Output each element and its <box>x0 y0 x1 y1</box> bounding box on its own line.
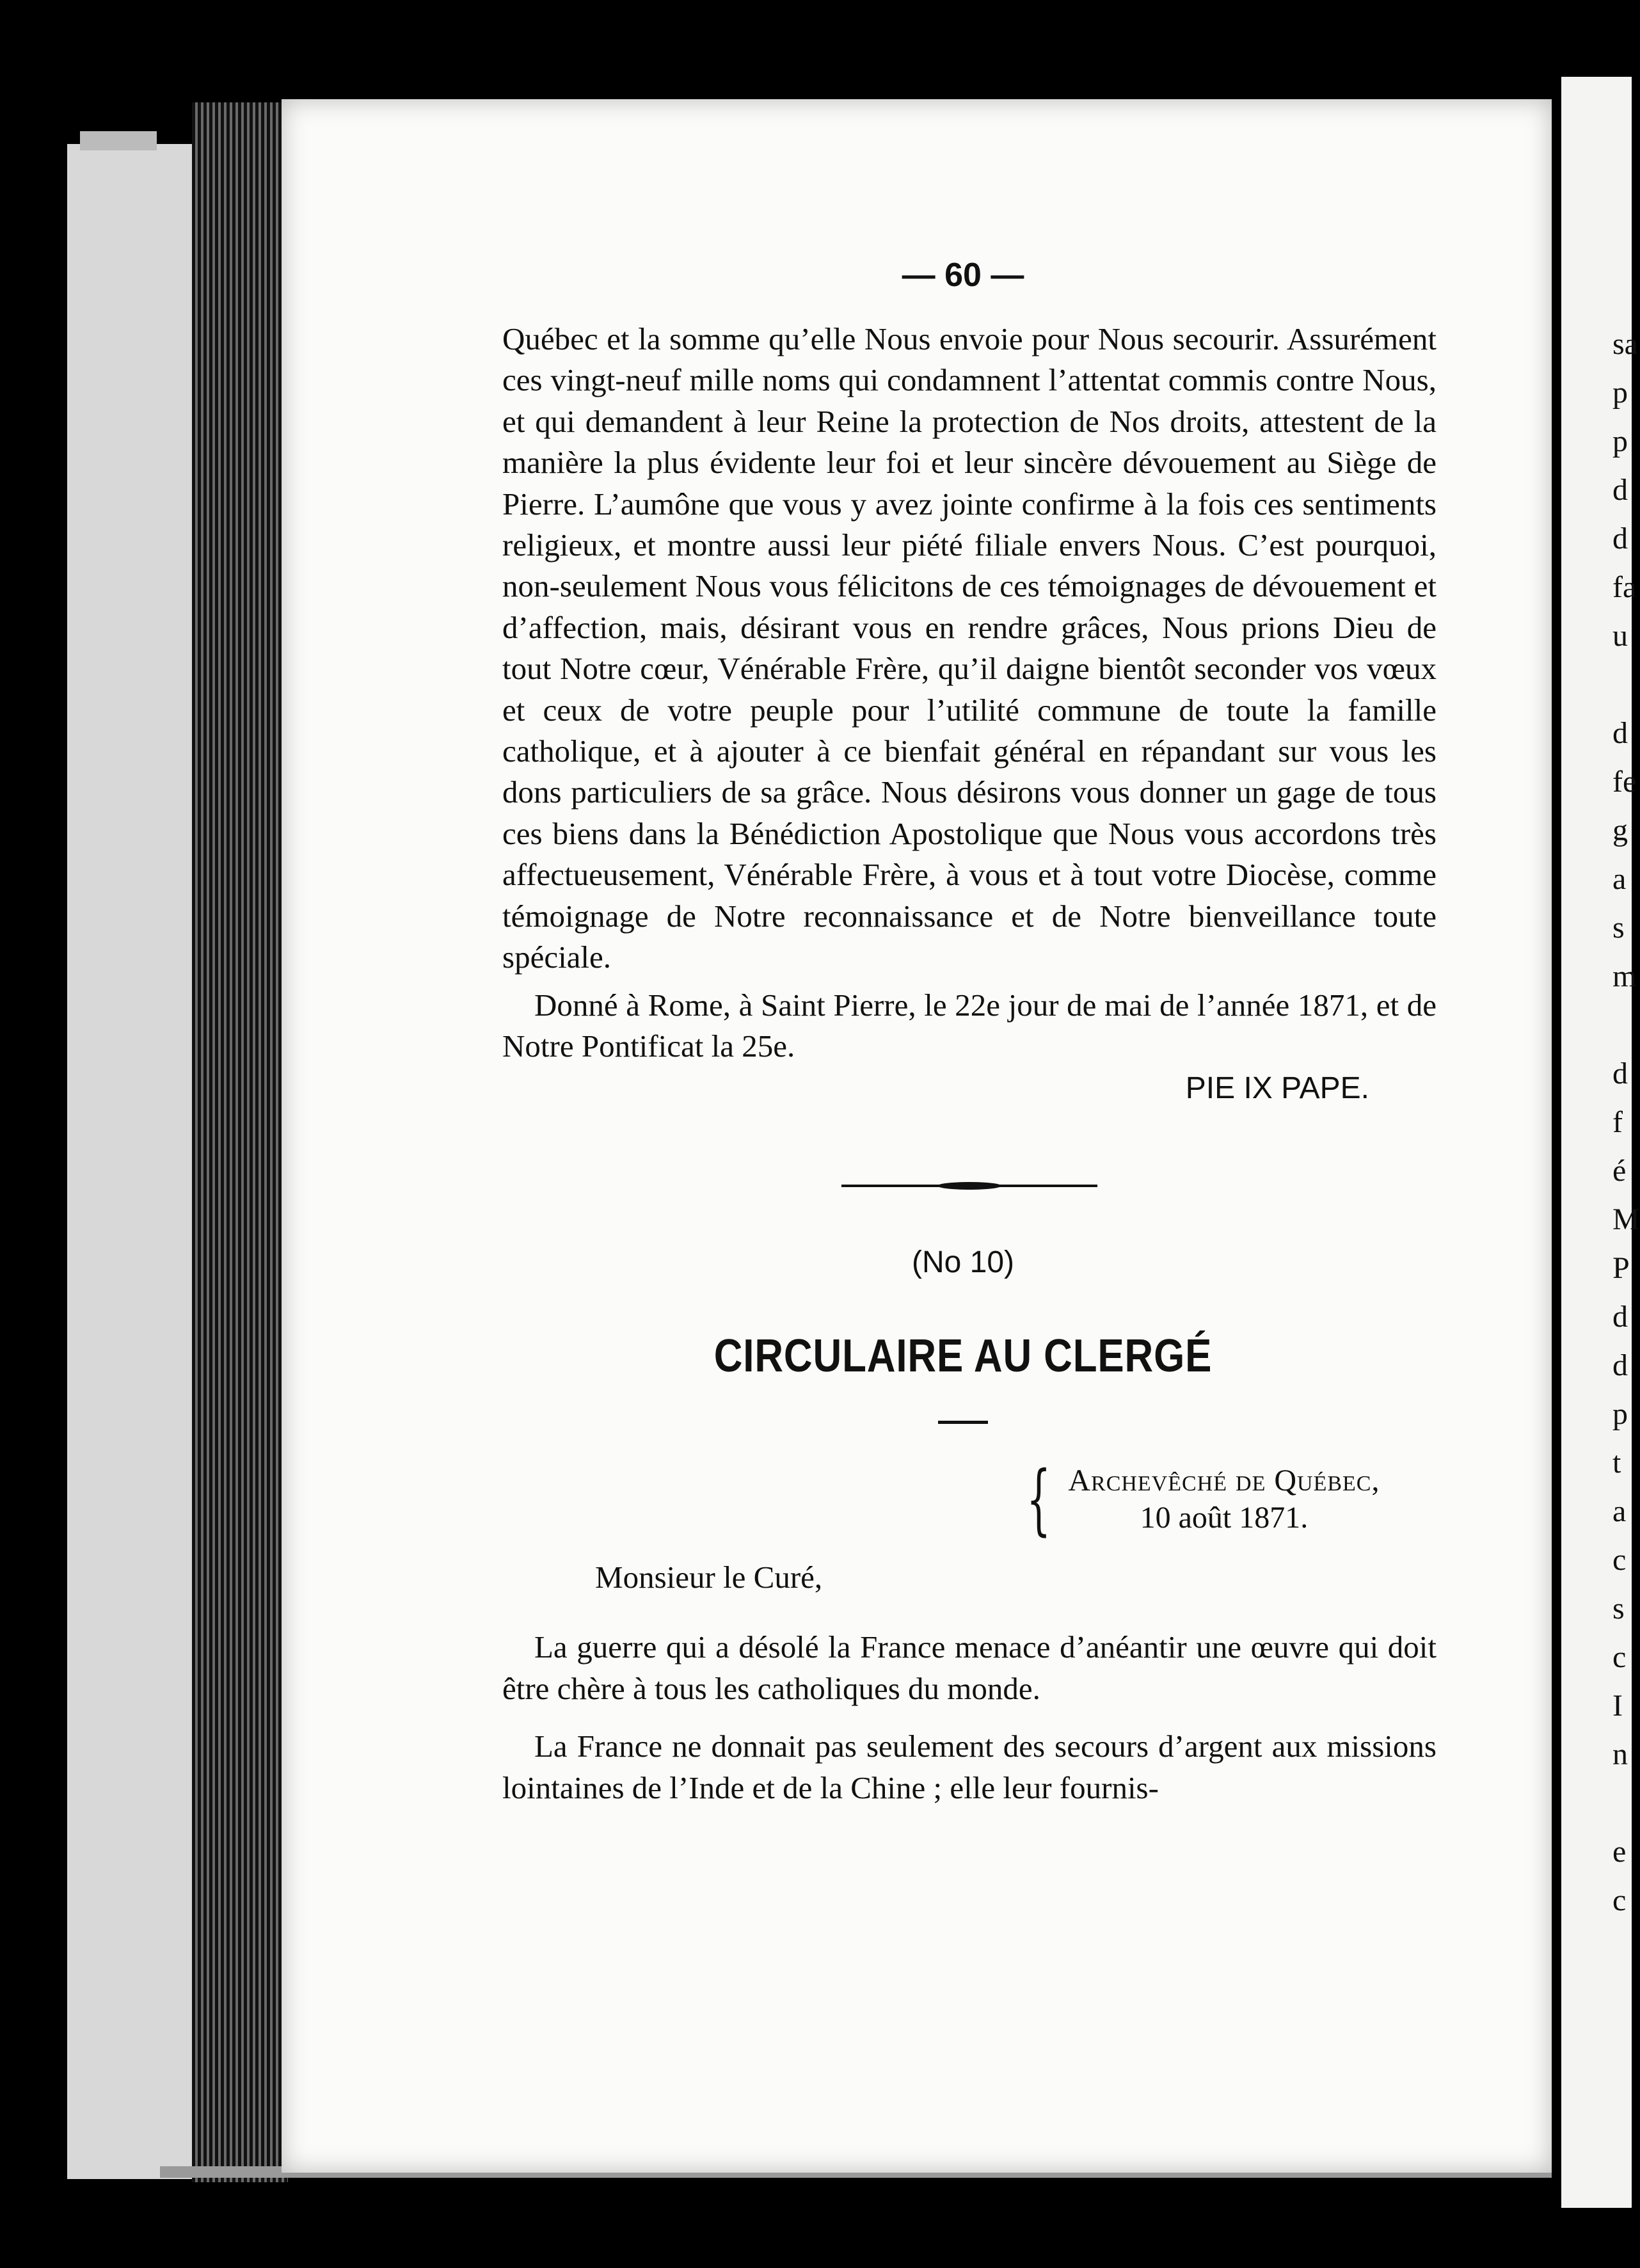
circular-paragraph: La France ne donnait pas seulement des secours d’argent aux missions lointaines de l’Inde et de la Chine ; elle leur fournis- <box>502 1729 1437 1805</box>
facing-page-fragment <box>1612 1001 1638 1050</box>
facing-page-fragment: é <box>1612 1154 1627 1188</box>
facing-page-fragment: e <box>1612 1835 1627 1869</box>
facing-page-fragment <box>1612 1779 1638 1828</box>
dateline-date: 10 août 1871. <box>1140 1501 1309 1535</box>
dateline-place: Archevêché de Québec, <box>1068 1464 1380 1498</box>
facing-page-fragment: p <box>1612 1397 1628 1431</box>
book-page-edges <box>192 102 288 2182</box>
page-content <box>502 256 1437 1809</box>
facing-page-fragment: c <box>1612 1883 1627 1917</box>
facing-page-fragment: a <box>1612 862 1627 896</box>
facing-page-fragment: c <box>1612 1640 1627 1674</box>
salutation: Monsieur le Curé, <box>595 1560 823 1595</box>
facing-page-fragment: s <box>1612 1592 1625 1625</box>
facing-page-fragment: n <box>1612 1737 1628 1771</box>
facing-page-fragment: f <box>1612 1105 1623 1139</box>
facing-page-fragment: M <box>1612 1202 1640 1236</box>
letter-paragraph: Québec et la somme qu’elle Nous envoie pour Nous secourir. Assurément ces vingt-neuf mille noms qui condamnent l’attentat commis contre Nous, et qui demandent à leur Reine la protection de Nos droits, attestent de la manière la plus évidente leur foi et leur sincère dévouement au Siège de Pierre. L’aumône que vous y avez jointe confirme à la fois ces sentiments religieux, et montre aussi leur piété filiale envers Nous. C’est pourquoi, non-seulement Nous vous félicitons de ces témoignages de dévouement et d’affection, mais, désirant vous en rendre grâces, Nous prions Dieu de tout Notre cœur, Vénérable Frère, qu’il daigne bientôt seconder vos vœux et ceux de votre peuple pour l’utilité commune de toute la famille catholique, et à ajouter à ce bienfait général en répandant sur vous les dons particuliers de sa grâce. Nous désirons vous donner un gage de tous ces biens dans la Bénédiction Apostolique que Nous vous accordons très affectueusement, Vénérable Frère, à vous et à tout votre Diocèse, comme témoignage de Notre reconnaissance et de Notre bienveillance toute spéciale. <box>502 321 1437 975</box>
facing-page-fragment: d <box>1612 1057 1628 1090</box>
facing-page-fragment: m <box>1612 959 1637 993</box>
page-number: — 60 — <box>902 257 1024 294</box>
signature: PIE IX PAPE. <box>1185 1071 1369 1106</box>
facing-page-fragment: fa <box>1612 570 1637 604</box>
ornamental-divider <box>841 1179 1097 1192</box>
facing-page-fragment: p <box>1612 376 1628 410</box>
facing-page-text <box>1612 320 1638 1925</box>
facing-page-fragment: a <box>1612 1494 1627 1528</box>
letter-closing-paragraph: Donné à Rome, à Saint Pierre, le 22e jour de mai de l’année 1871, et de Notre Pontificat la 25e. <box>502 987 1437 1064</box>
facing-page-fragment: d <box>1612 1348 1628 1382</box>
book-edge-strip <box>80 131 157 150</box>
facing-page-fragment: u <box>1612 619 1628 653</box>
document-number: (No 10) <box>911 1245 1015 1280</box>
facing-page-fragment: s <box>1612 911 1625 945</box>
circular-paragraph: La guerre qui a désolé la France menace d’anéantir une œuvre qui doit être chère à tous les catholiques du monde. <box>502 1629 1437 1706</box>
facing-page-fragment: d <box>1612 1300 1628 1334</box>
facing-page-fragment: I <box>1612 1689 1623 1723</box>
facing-page-fragment <box>1612 660 1638 709</box>
brace-glyph: { <box>1026 1455 1051 1545</box>
facing-page-fragment: d <box>1612 716 1628 750</box>
facing-page-fragment: fe <box>1612 765 1637 799</box>
facing-page-fragment: d <box>1612 522 1628 555</box>
facing-page-fragment: P <box>1612 1251 1630 1285</box>
document-title: CIRCULAIRE AU CLERGÉ <box>713 1330 1213 1382</box>
facing-page-fragment: d <box>1612 473 1628 507</box>
facing-page-fragment: sa <box>1612 327 1638 361</box>
facing-page-fragment: p <box>1612 424 1628 458</box>
facing-page-fragment: t <box>1612 1446 1621 1480</box>
dateline <box>1014 1455 1437 1545</box>
facing-page-fragment: c <box>1612 1543 1627 1577</box>
facing-page-fragment: g <box>1612 813 1628 847</box>
title-rule <box>938 1421 988 1424</box>
